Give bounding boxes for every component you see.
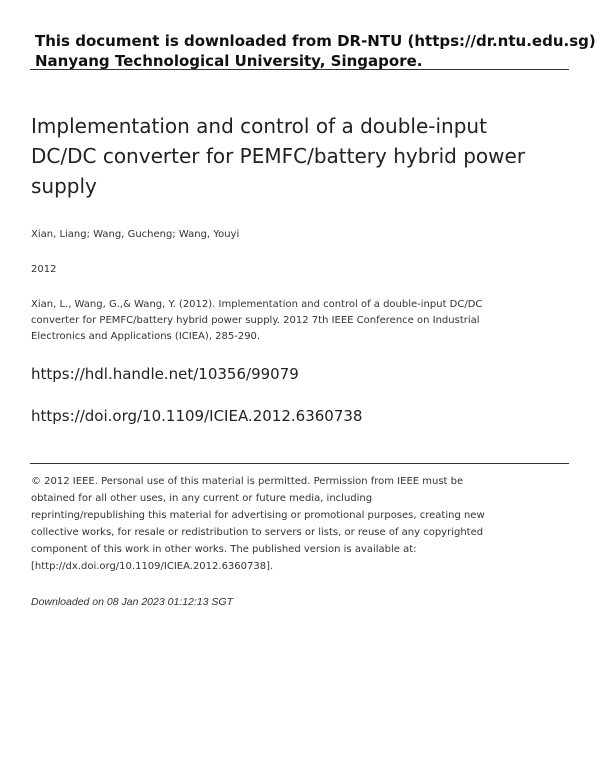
- header-divider: [30, 69, 569, 70]
- citation: [31, 297, 531, 345]
- download-timestamp: Downloaded on 08 Jan 2023 01:12:13 SGT: [31, 596, 233, 608]
- copyright-divider: [30, 463, 569, 464]
- citation-line-3: Electronics and Applications (ICIEA), 285-290.: [31, 331, 261, 342]
- header-institution-line: Nanyang Technological University, Singapore.: [35, 52, 423, 70]
- copyright-line-3: reprinting/republishing this material for advertising or promotional purposes, creating new: [31, 510, 485, 521]
- handle-link[interactable]: https://hdl.handle.net/10356/99079: [31, 365, 299, 383]
- citation-line-1: Xian, L., Wang, G.,& Wang, Y. (2012). Implementation and control of a double-input DC/DC: [31, 299, 483, 310]
- publication-year: 2012: [31, 264, 57, 275]
- copyright-line-1: © 2012 IEEE. Personal use of this material is permitted. Permission from IEEE must be: [31, 476, 464, 487]
- authors: Xian, Liang; Wang, Gucheng; Wang, Youyi: [31, 229, 240, 240]
- repository-header: [35, 31, 596, 71]
- copyright-line-6: [http://dx.doi.org/10.1109/ICIEA.2012.6360738].: [31, 561, 274, 572]
- doi-link[interactable]: https://doi.org/10.1109/ICIEA.2012.6360738: [31, 407, 363, 425]
- copyright-line-4: collective works, for resale or redistribution to servers or lists, or reuse of any copyrighted: [31, 527, 484, 538]
- title-line-3: supply: [31, 174, 97, 198]
- citation-line-2: converter for PEMFC/battery hybrid power supply. 2012 7th IEEE Conference on Industrial: [31, 315, 480, 326]
- copyright-notice: [31, 473, 561, 575]
- title-line-2: DC/DC converter for PEMFC/battery hybrid power: [31, 144, 526, 168]
- copyright-line-2: obtained for all other uses, in any current or future media, including: [31, 493, 373, 504]
- document-title: [31, 111, 551, 201]
- copyright-line-5: component of this work in other works. The published version is available at:: [31, 544, 417, 555]
- title-line-1: Implementation and control of a double-input: [31, 114, 487, 138]
- header-source-line: This document is downloaded from DR-NTU (https://dr.ntu.edu.sg): [35, 32, 596, 50]
